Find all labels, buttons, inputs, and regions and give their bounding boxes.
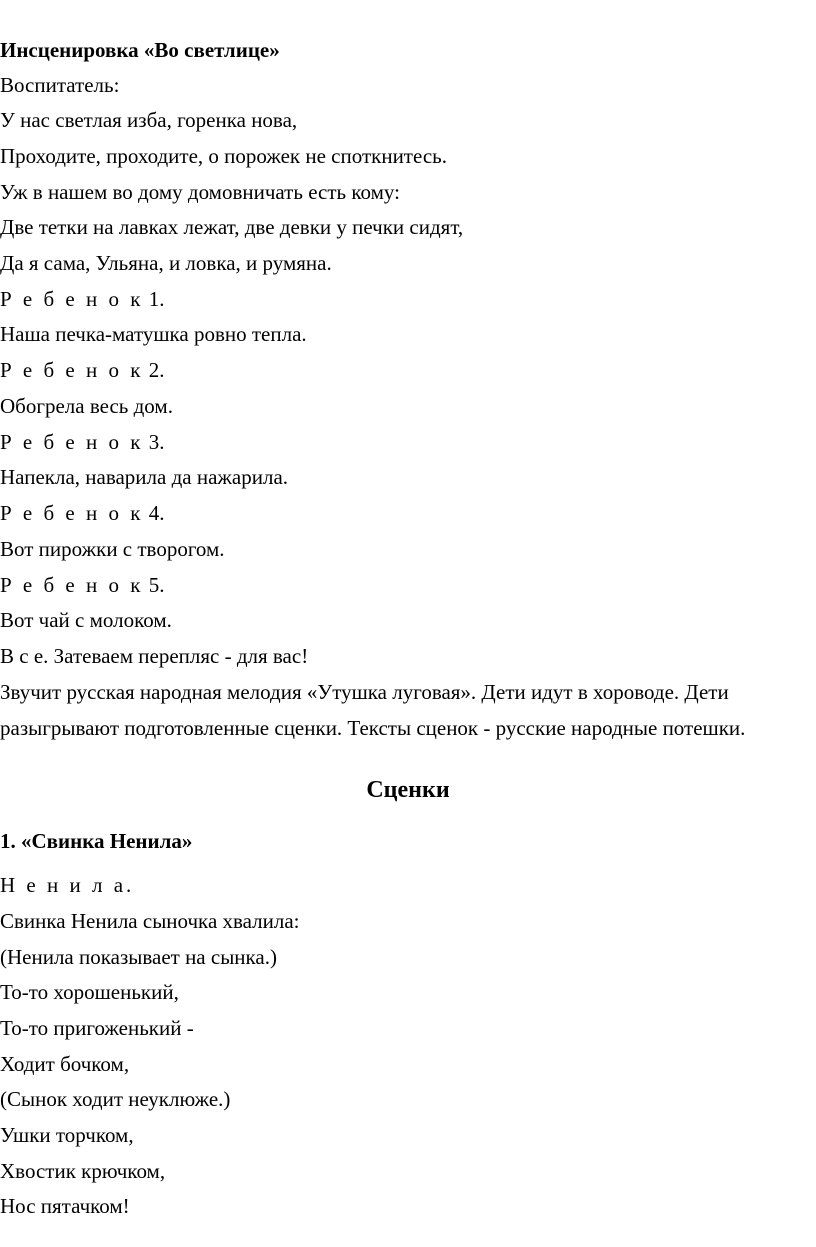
scene-line: Нос пятачком! — [0, 1194, 130, 1218]
stage-direction-line: Звучит русская народная мелодия «Утушка луговая». Дети идут в хороводе. Дети — [0, 680, 729, 704]
scene-title: 1. «Свинка Ненила» — [0, 829, 193, 853]
speaker-line — [0, 358, 164, 382]
scene-line: Хвостик крючком, — [0, 1159, 166, 1183]
scene-line: То-то хорошенький, — [0, 980, 179, 1004]
speaker-line — [0, 287, 164, 311]
speaker-line — [0, 573, 164, 597]
intro-line: Уж в нашем во дому домовничать есть кому: — [0, 180, 400, 204]
scene-line: (Ненила показывает на сынка.) — [0, 945, 277, 969]
scene-line: Свинка Ненила сыночка хвалила: — [0, 909, 300, 933]
intro-line: Воспитатель: — [0, 73, 120, 97]
speaker-number: 4. — [148, 501, 165, 525]
intro-line: Две тетки на лавках лежат, две девки у печки сидят, — [0, 215, 464, 239]
speaker-label: Р е б е н о к — [0, 358, 144, 382]
document-title: Инсценировка «Во светлице» — [0, 38, 280, 62]
scene-line: Ушки торчком, — [0, 1123, 134, 1147]
speaker-label: Р е б е н о к — [0, 430, 144, 454]
scene-line: То-то пригоженький - — [0, 1016, 194, 1040]
intro-line: Да я сама, Ульяна, и ловка, и румяна. — [0, 251, 332, 275]
dialogue-line: Вот чай с молоком. — [0, 608, 172, 632]
speaker-number: 2. — [148, 358, 165, 382]
scene-line: (Сынок ходит неуклюже.) — [0, 1087, 231, 1111]
dialogue-line: Обогрела весь дом. — [0, 394, 173, 418]
speaker-label: Р е б е н о к — [0, 287, 144, 311]
speaker-number: 5. — [148, 573, 165, 597]
dialogue-line: Напекла, наварила да нажарила. — [0, 465, 289, 489]
dialogue-line: Вот пирожки с творогом. — [0, 537, 225, 561]
intro-line: У нас светлая изба, горенка нова, — [0, 108, 298, 132]
speaker-label: Р е б е н о к — [0, 501, 144, 525]
intro-line: Проходите, проходите, о порожек не споткнитесь. — [0, 144, 447, 168]
speaker-number: 1. — [148, 287, 165, 311]
dialogue-line: Наша печка-матушка ровно тепла. — [0, 322, 307, 346]
scene-speaker: Н е н и л а. — [0, 873, 135, 897]
stage-direction-line: разыгрывают подготовленные сценки. Тексты сценок - русские народные потешки. — [0, 716, 746, 740]
speaker-label: Р е б е н о к — [0, 573, 144, 597]
speaker-line — [0, 501, 164, 525]
closing-line: В с е. Затеваем перепляс - для вас! — [0, 644, 309, 668]
speaker-line — [0, 430, 164, 454]
section-heading: Сценки — [366, 777, 450, 803]
scene-line: Ходит бочком, — [0, 1052, 130, 1076]
speaker-number: 3. — [148, 430, 165, 454]
